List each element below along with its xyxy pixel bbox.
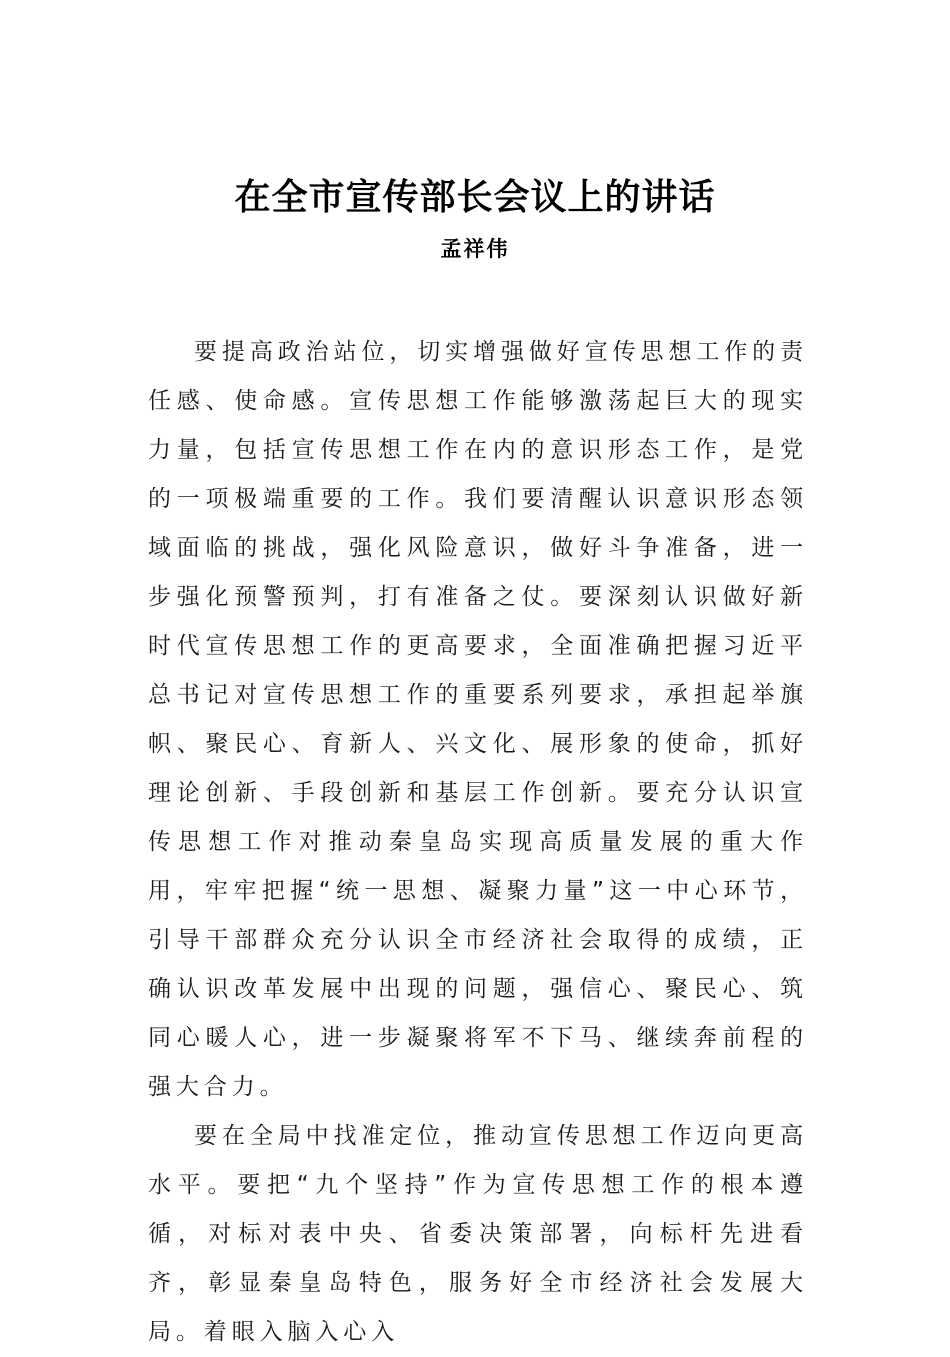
- document-title: 在全市宣传部长会议上的讲话: [234, 176, 716, 218]
- document-author: 孟祥伟: [440, 236, 510, 261]
- document-body: [148, 328, 808, 1357]
- body-paragraph-1: 要提高政治站位，切实增强做好宣传思想工作的责任感、使命感。宣传思想工作能够激荡起巨大的现实力量，包括宣传思想工作在内的意识形态工作，是党的一项极端重要的工作。我们要清醒认识意识形态领域面临的挑战，强化风险意识，做好斗争准备，进一步强化预警预判，打有准备之仗。要深刻认识做好新时代宣传思想工作的更高要求，全面准确把握习近平总书记对宣传思想工作的重要系列要求，承担起举旗帜、聚民心、育新人、兴文化、展形象的使命，抓好理论创新、手段创新和基层工作创新。要充分认识宣传思想工作对推动秦皇岛实现高质量发展的重大作用，牢牢把握“统一思想、凝聚力量”这一中心环节，引导干部群众充分认识全市经济社会取得的成绩，正确认识改革发展中出现的问题，强信心、聚民心、筑同心暖人心，进一步凝聚将军不下马、继续奔前程的强大合力。: [148, 339, 808, 1100]
- body-paragraph-2: 要在全局中找准定位，推动宣传思想工作迈向更高水平。要把“九个坚持”作为宣传思想工作的根本遵循，对标对表中央、省委决策部署，向标杆先进看齐，彰显秦皇岛特色，服务好全市经济社会发展大局。着眼入脑入心入: [148, 1123, 808, 1345]
